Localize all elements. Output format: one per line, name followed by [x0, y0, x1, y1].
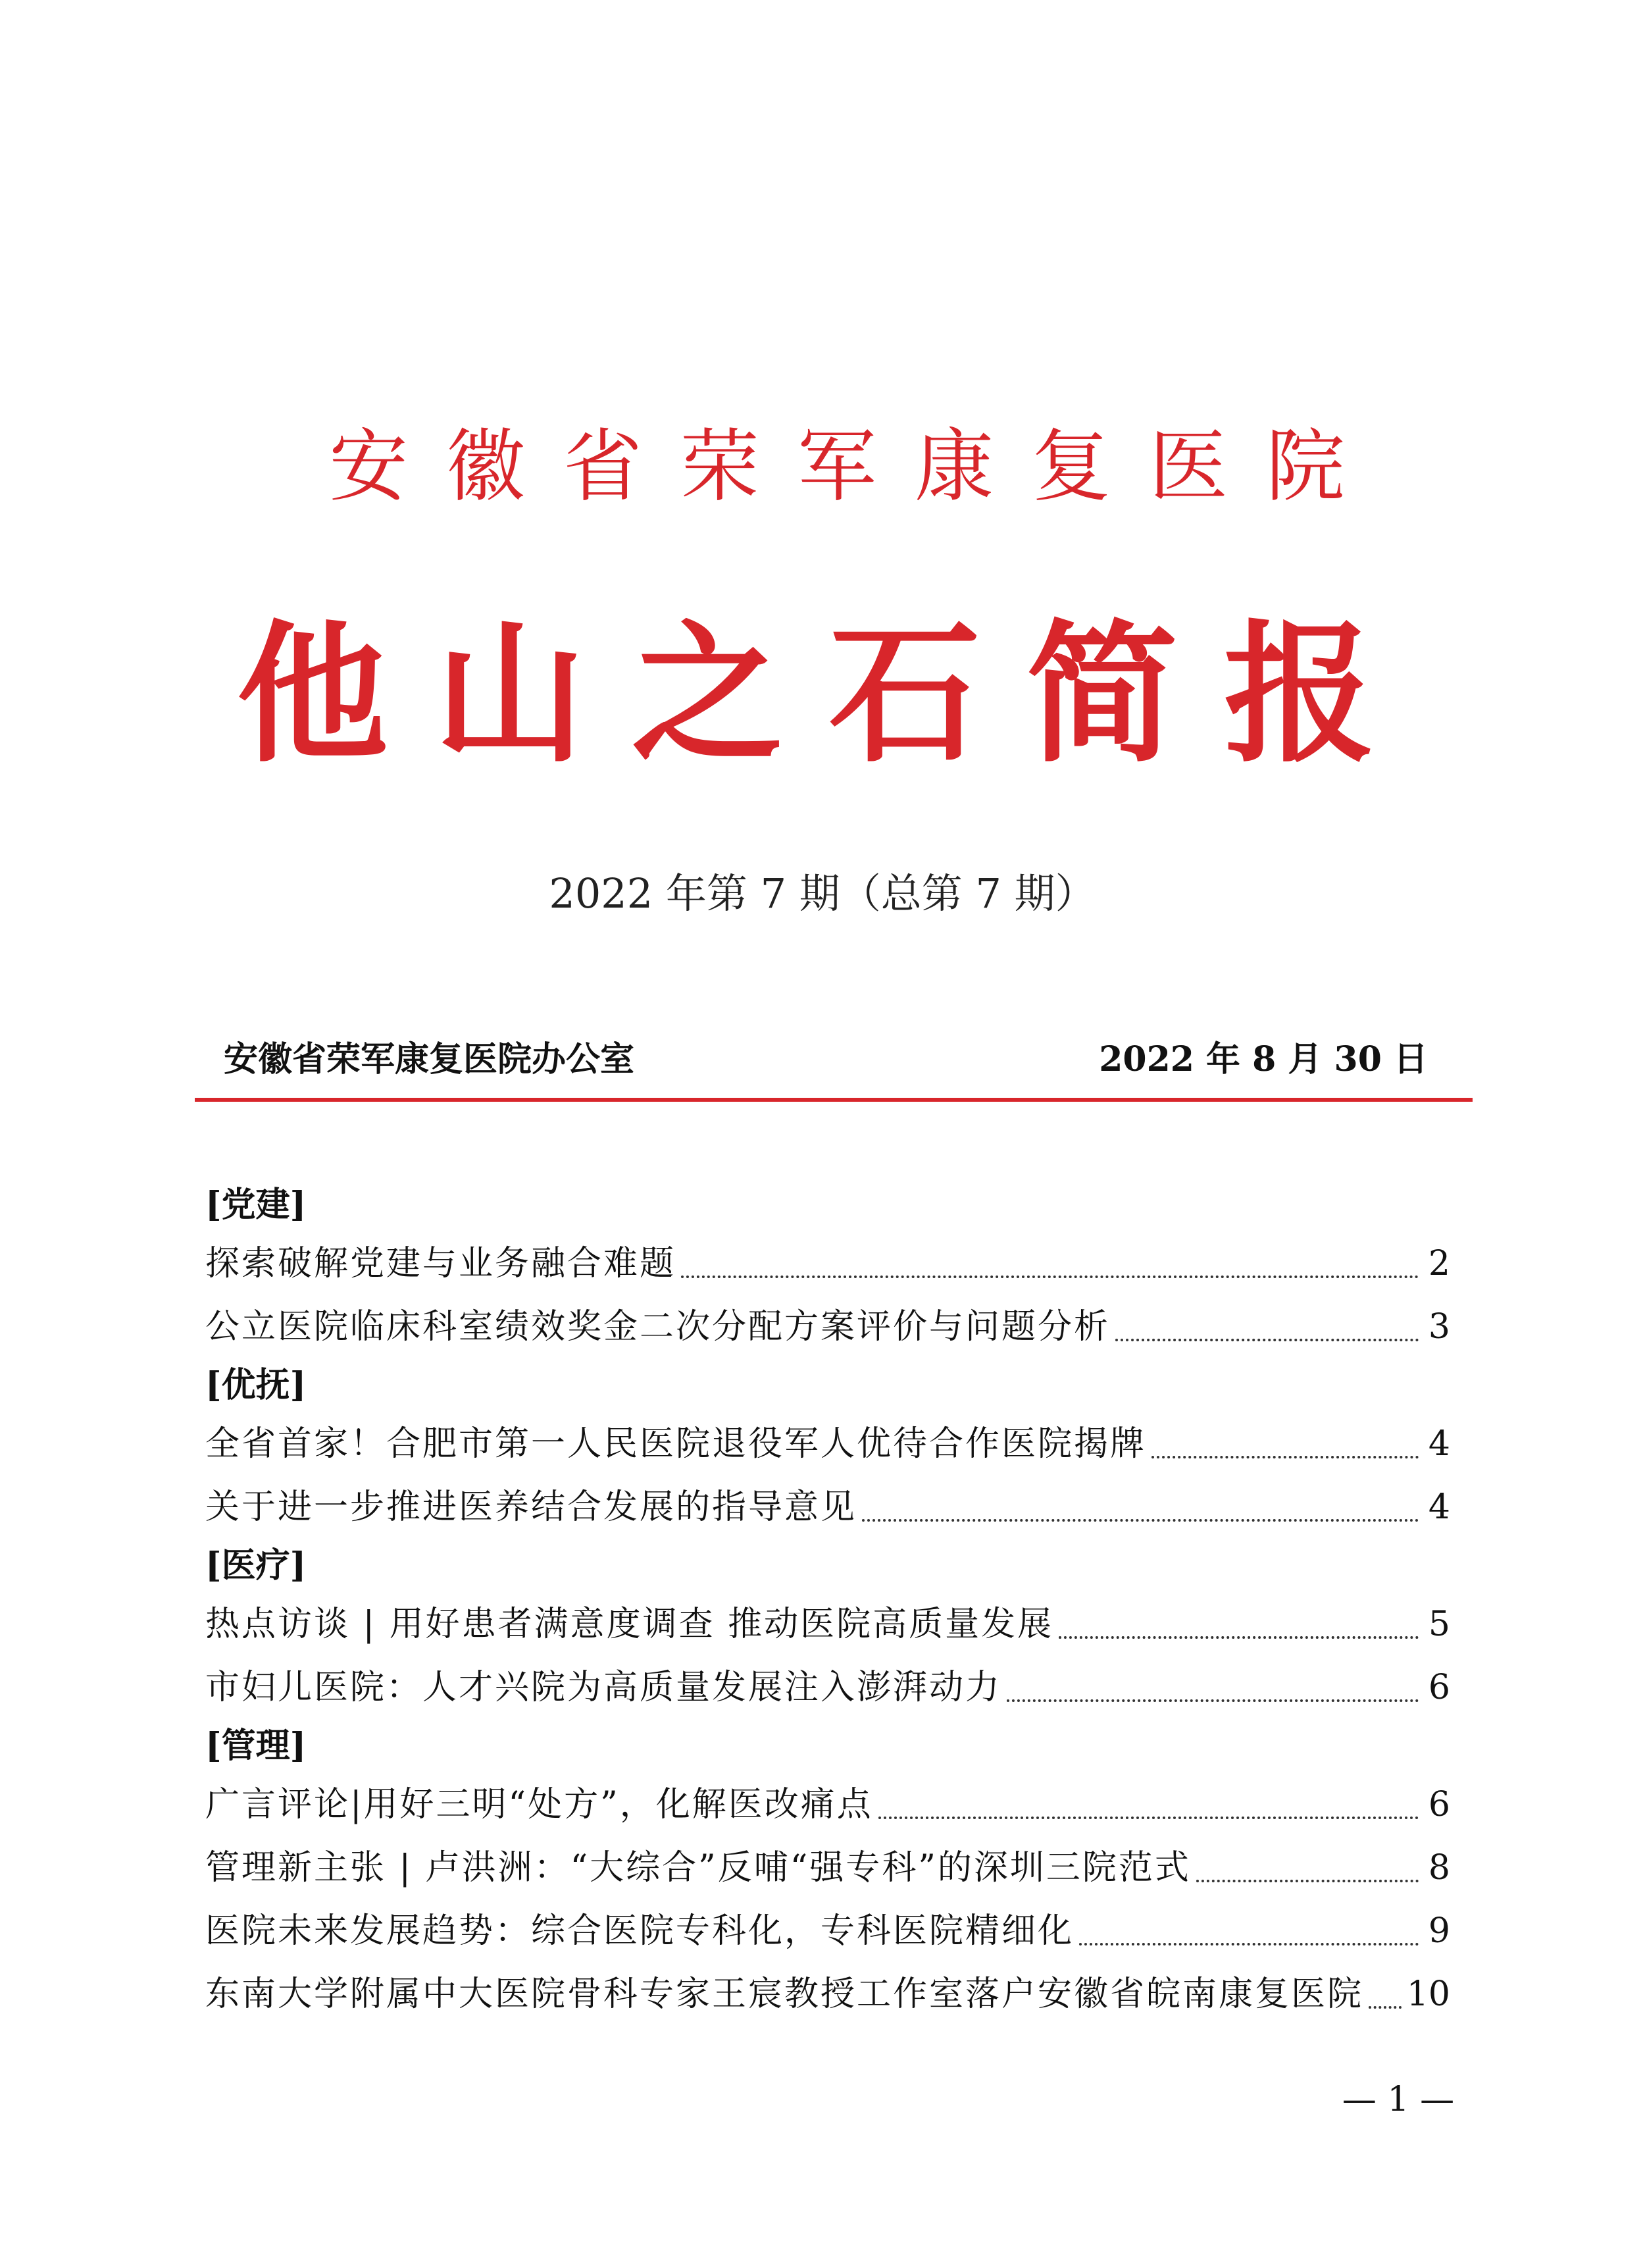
toc-section-label: [优抚]	[205, 1365, 307, 1405]
toc-entry-page: 5	[1428, 1605, 1450, 1644]
leader-dots	[1079, 1943, 1419, 1946]
issue-date: 2022 年 8 月 30 日	[1099, 1039, 1428, 1079]
leader-dots	[681, 1276, 1419, 1278]
toc-entry-page: 6	[1428, 1668, 1450, 1707]
organization-header: 安徽省荣军康复医院	[329, 421, 1383, 513]
toc-section-label: [党建]	[205, 1185, 307, 1225]
toc-entry[interactable]	[205, 1232, 1450, 1295]
leader-dots	[1007, 1699, 1419, 1702]
toc-entry-page: 4	[1428, 1424, 1450, 1464]
issuing-office: 安徽省荣军康复医院办公室	[224, 1039, 635, 1079]
toc-entry-page: 4	[1428, 1487, 1450, 1527]
toc-entry-title: 公立医院临床科室绩效奖金二次分配方案评价与问题分析	[205, 1307, 1111, 1347]
leader-dots	[1196, 1880, 1419, 1882]
toc-entry[interactable]	[205, 1593, 1450, 1656]
red-divider-line	[195, 1098, 1473, 1102]
leader-dots	[1369, 2006, 1402, 2009]
toc-entry-title: 管理新主张 | 卢洪洲：“大综合”反哺“强专科”的深圳三院范式	[205, 1848, 1191, 1888]
toc-entry[interactable]	[205, 1963, 1450, 2026]
toc-entry-page: 10	[1406, 1974, 1450, 2014]
meta-row	[224, 1030, 1428, 1089]
leader-dots	[1115, 1339, 1419, 1341]
toc-entry-title: 广言评论|用好三明“处方”，化解医改痛点	[205, 1785, 873, 1824]
leader-dots	[1059, 1636, 1419, 1639]
toc-entry-title: 全省首家！合肥市第一人民医院退役军人优待合作医院揭牌	[205, 1424, 1147, 1464]
toc-entry-title: 医院未来发展趋势：综合医院专科化，专科医院精细化	[205, 1911, 1074, 1951]
toc-entry[interactable]	[205, 1836, 1450, 1899]
toc-entry[interactable]	[205, 1295, 1450, 1358]
leader-dots	[862, 1519, 1419, 1522]
toc-entry-page: 2	[1428, 1244, 1450, 1283]
toc-section-label: [管理]	[205, 1726, 307, 1766]
toc-entry[interactable]	[205, 1476, 1450, 1539]
toc-entry[interactable]	[205, 1412, 1450, 1476]
toc-entry-title: 市妇儿医院：人才兴院为高质量发展注入澎湃动力	[205, 1668, 1002, 1707]
toc-entry-page: 6	[1428, 1785, 1450, 1824]
toc-entry-title: 热点访谈 | 用好患者满意度调查 推动医院高质量发展	[205, 1605, 1054, 1644]
toc-section-label: [医疗]	[205, 1545, 307, 1585]
toc-entry[interactable]	[205, 1656, 1450, 1719]
issue-number: 2022 年第 7 期（总第 7 期）	[549, 869, 1096, 917]
leader-dots	[878, 1817, 1419, 1819]
bulletin-title: 他山之石简报	[236, 606, 1421, 783]
toc-entry[interactable]	[205, 1773, 1450, 1836]
toc-entry-page: 3	[1428, 1307, 1450, 1347]
toc-entry-title: 东南大学附属中大医院骨科专家王宸教授工作室落户安徽省皖南康复医院	[205, 1974, 1364, 2014]
table-of-contents	[205, 1178, 1450, 2026]
toc-entry-title: 探索破解党建与业务融合难题	[205, 1244, 676, 1283]
toc-entry-title: 关于进一步推进医养结合发展的指导意见	[205, 1487, 857, 1527]
toc-entry-page: 9	[1428, 1911, 1450, 1951]
page-number: — 1 —	[1342, 2080, 1455, 2119]
leader-dots	[1151, 1456, 1419, 1458]
toc-entry-page: 8	[1428, 1848, 1450, 1888]
toc-entry[interactable]	[205, 1899, 1450, 1963]
